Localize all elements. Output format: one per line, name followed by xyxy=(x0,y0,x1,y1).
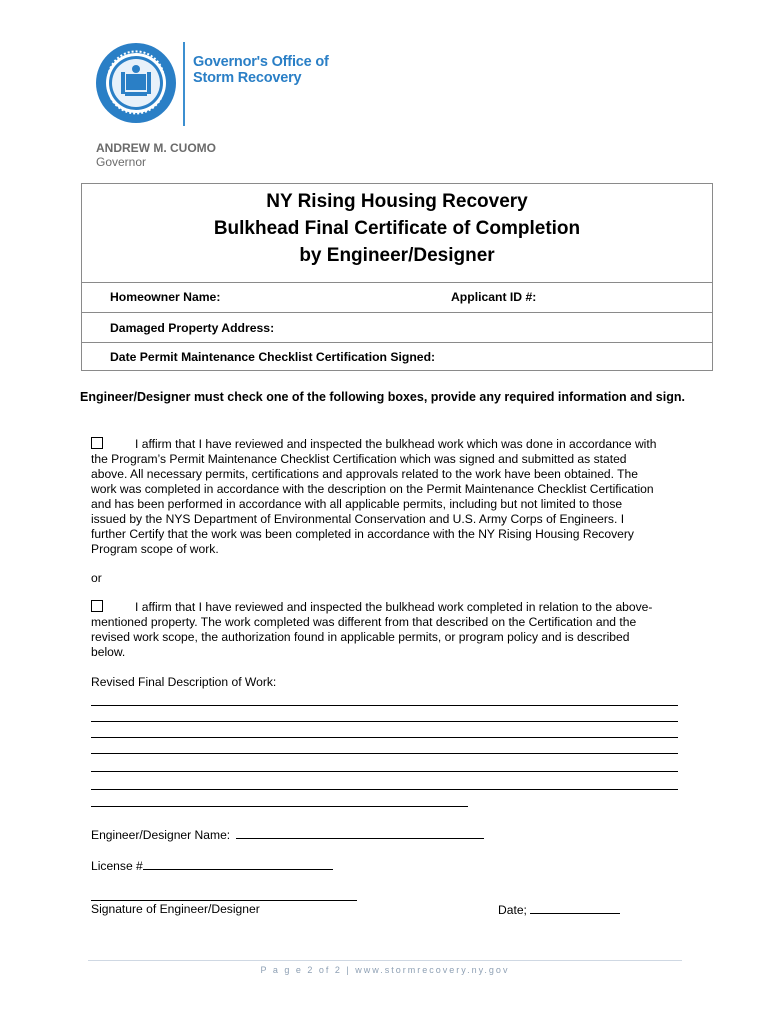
option-2-paragraph xyxy=(91,600,691,660)
instructions: Engineer/Designer must check one of the following boxes, provide any required information and sign. xyxy=(80,390,685,404)
license-input[interactable] xyxy=(143,858,333,870)
engineer-name-field xyxy=(91,827,484,842)
office-line-1: Governor's Office of xyxy=(193,54,329,70)
description-line[interactable] xyxy=(91,789,678,790)
option-2-first-line: I affirm that I have reviewed and inspected the bulkhead work completed in relation to the above- xyxy=(135,600,653,614)
address-row[interactable] xyxy=(82,312,712,343)
option-2-line: revised work scope, the authorization found in applicable permits, or program policy and is described xyxy=(91,630,630,644)
option-2-line: below. xyxy=(91,645,126,659)
checklist-date-row[interactable] xyxy=(82,342,712,372)
option-1-line: above. All necessary permits, certifications and approvals related to the work have been obtained. The xyxy=(91,467,638,481)
license-label: License # xyxy=(91,859,143,873)
option-1-line: further Certify that the work was been completed in accordance with the NY Rising Housing Recovery xyxy=(91,527,634,541)
date-input[interactable] xyxy=(530,902,620,914)
option-1-line: issued by the NYS Department of Environmental Conservation and U.S. Army Corps of Engineers. I xyxy=(91,512,625,526)
description-line[interactable] xyxy=(91,737,678,738)
page-footer: P a g e 2 of 2 | www.stormrecovery.ny.gov xyxy=(260,965,510,975)
engineer-name-input[interactable] xyxy=(236,827,484,839)
certificate-header-box xyxy=(81,183,713,371)
option-2-checkbox[interactable] xyxy=(91,600,103,612)
certificate-title xyxy=(82,188,712,269)
homeowner-row[interactable] xyxy=(82,282,712,313)
or-label: or xyxy=(91,571,102,585)
state-seal-logo xyxy=(95,42,177,124)
option-1-first-line: I affirm that I have reviewed and inspected the bulkhead work which was done in accordance with xyxy=(135,437,657,451)
governor-name: ANDREW M. CUOMO xyxy=(96,141,216,155)
office-name xyxy=(193,54,329,86)
description-line[interactable] xyxy=(91,806,468,807)
option-1-line: Program scope of work. xyxy=(91,542,219,556)
date-label: Date; xyxy=(498,903,527,917)
title-line-3: by Engineer/Designer xyxy=(299,245,495,266)
description-line[interactable] xyxy=(91,721,678,722)
option-1-paragraph xyxy=(91,437,691,557)
description-line[interactable] xyxy=(91,705,678,706)
title-line-1: NY Rising Housing Recovery xyxy=(266,191,528,212)
header-divider xyxy=(183,42,185,126)
option-1-line: the Program’s Permit Maintenance Checklist Certification which was signed and submitted as stated xyxy=(91,452,627,466)
description-line[interactable] xyxy=(91,771,678,772)
checklist-date-label: Date Permit Maintenance Checklist Certification Signed: xyxy=(110,350,436,364)
engineer-name-label: Engineer/Designer Name: xyxy=(91,828,231,842)
option-1-line: work was completed in accordance with the description on the Permit Maintenance Checklist Certification xyxy=(91,482,654,496)
signature-line[interactable] xyxy=(91,900,357,901)
governor-title: Governor xyxy=(96,155,147,169)
applicant-id-label: Applicant ID #: xyxy=(451,290,537,304)
signature-label: Signature of Engineer/Designer xyxy=(91,902,260,916)
date-field xyxy=(498,902,620,917)
address-label: Damaged Property Address: xyxy=(110,321,275,335)
description-line[interactable] xyxy=(91,753,678,754)
footer-rule xyxy=(88,960,682,961)
office-line-2: Storm Recovery xyxy=(193,70,302,86)
option-1-line: and has been performed in accordance with all applicable permits, including but not limited to those xyxy=(91,497,623,511)
license-field xyxy=(91,858,333,873)
title-line-2: Bulkhead Final Certificate of Completion xyxy=(213,218,581,239)
option-1-checkbox[interactable] xyxy=(91,437,103,449)
revised-description-label: Revised Final Description of Work: xyxy=(91,675,277,689)
homeowner-label: Homeowner Name: xyxy=(110,290,221,304)
option-2-line: mentioned property. The work completed was different from that described on the Certification and the xyxy=(91,615,637,629)
